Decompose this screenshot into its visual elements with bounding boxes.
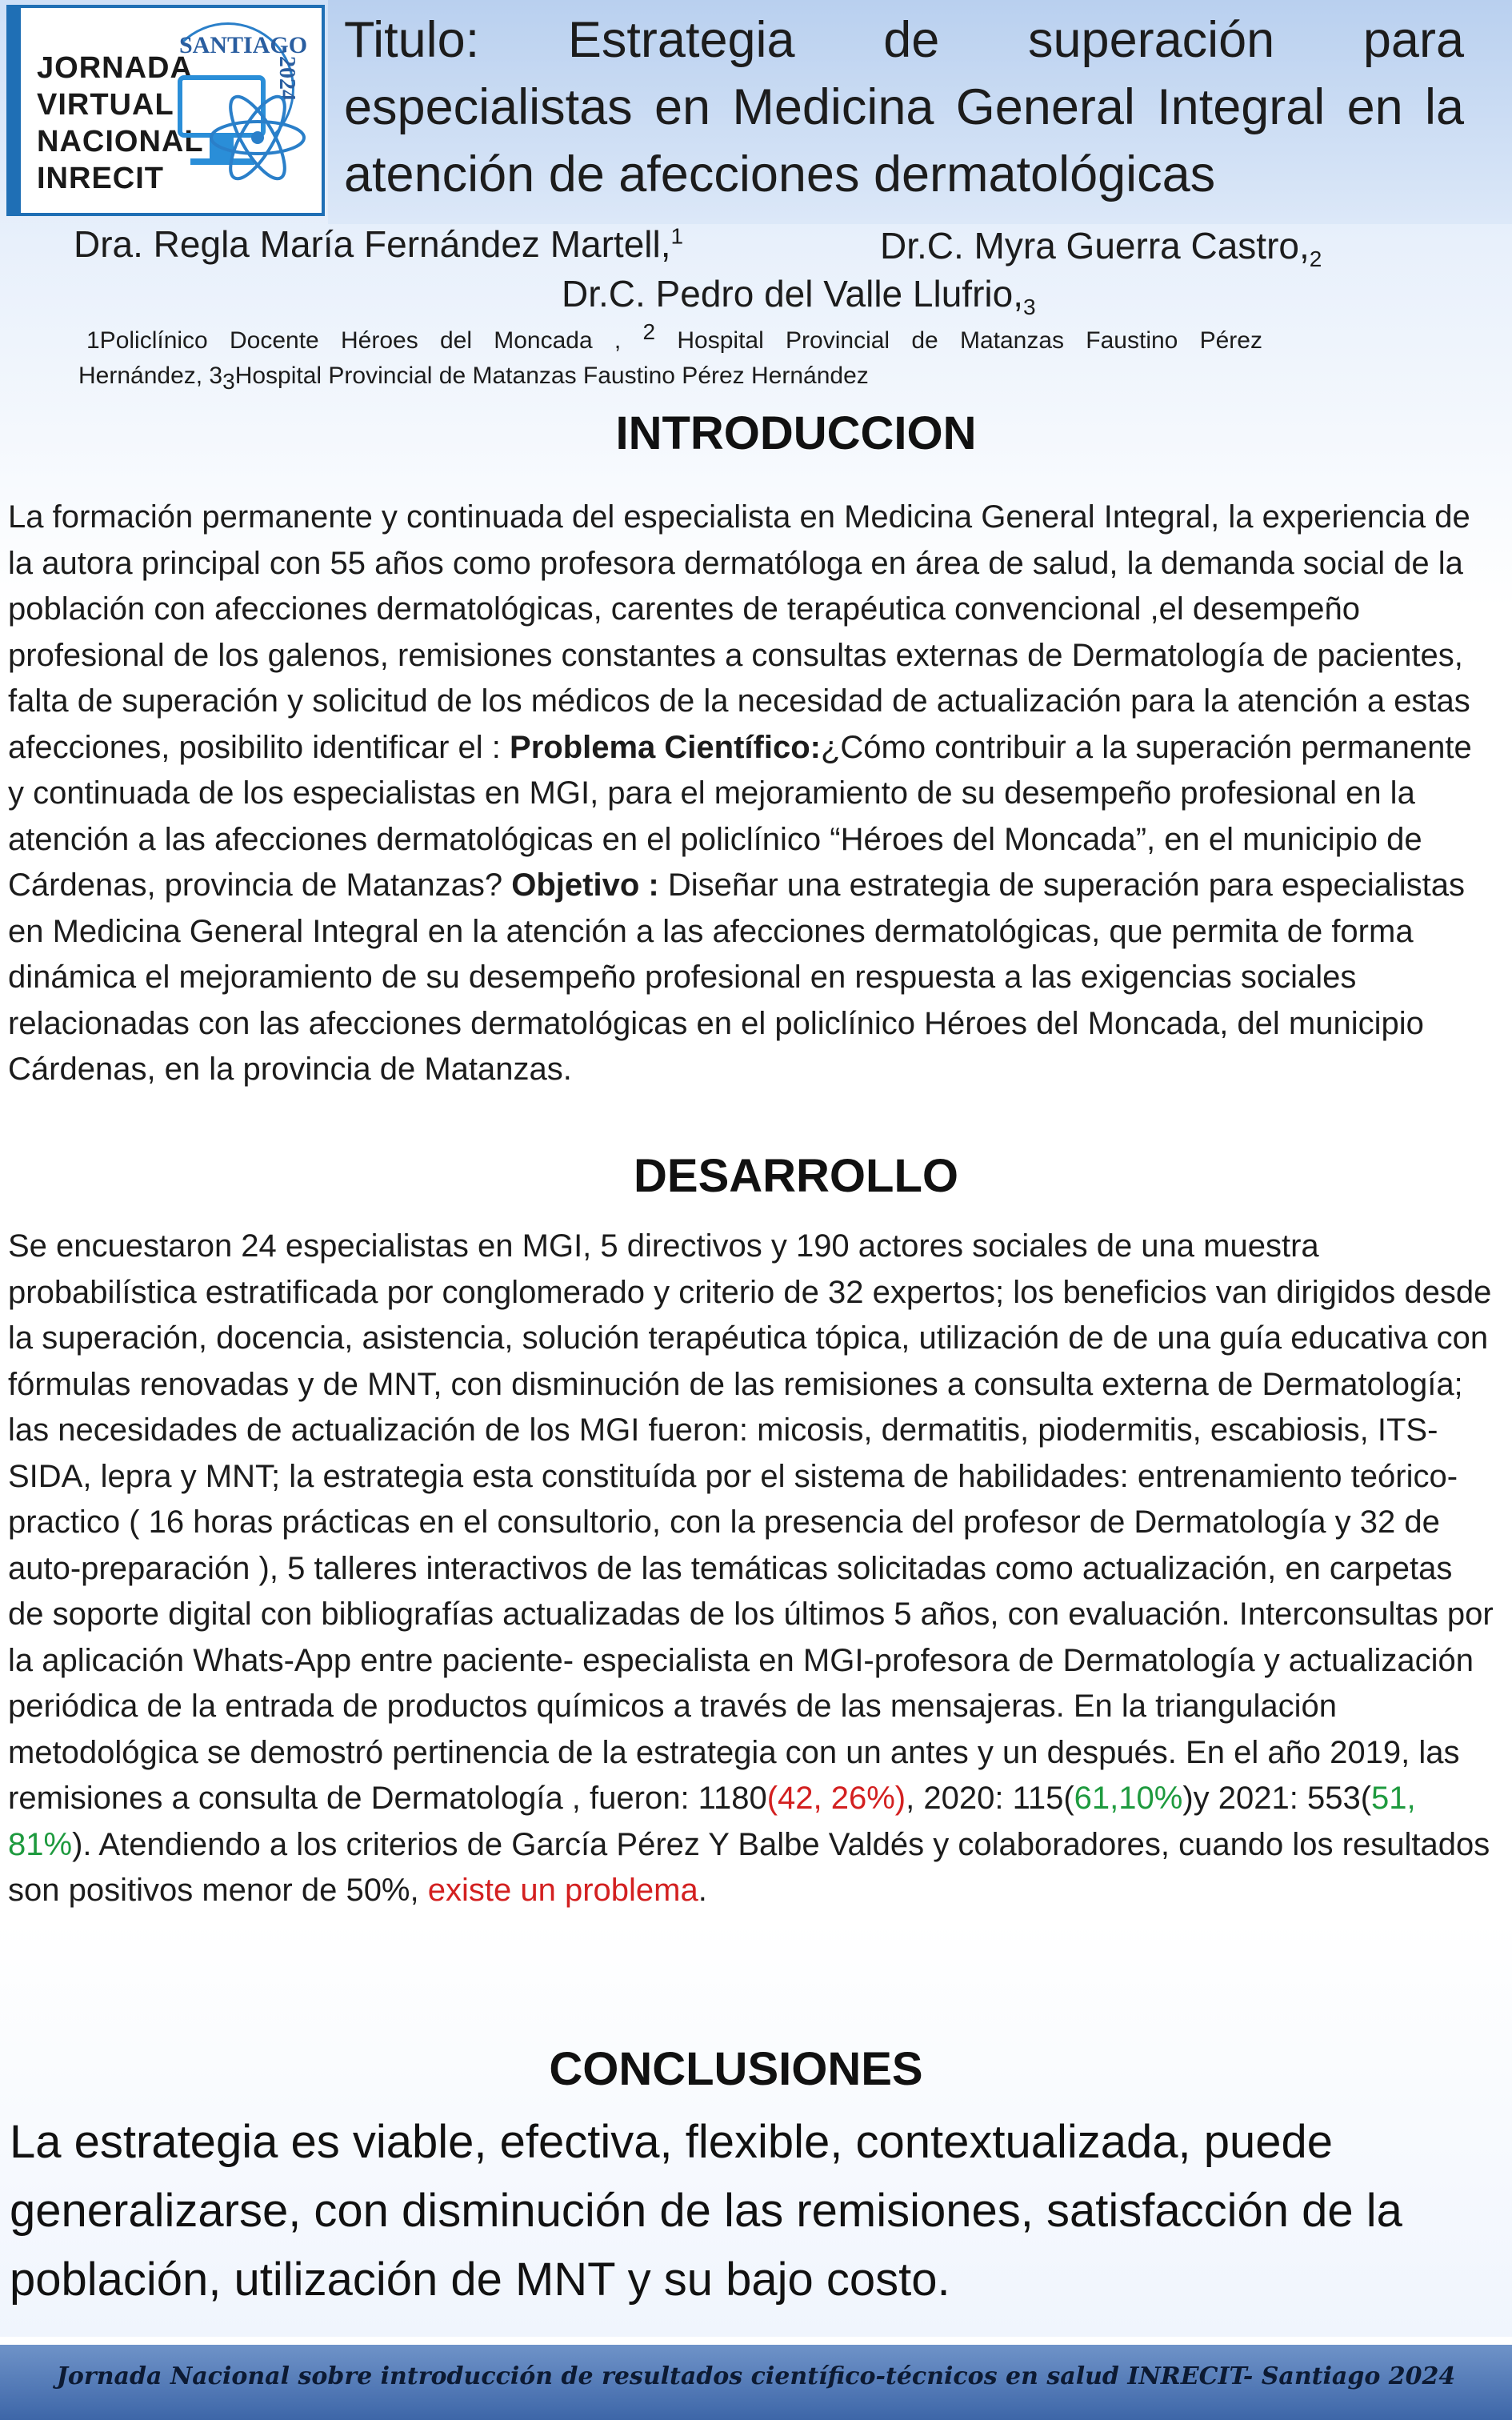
conclusiones-text: La estrategia es viable, efectiva, flexible, contextualizada, puede generalizarse, con disminución de las remisiones, satisfacción de la población, utilización de MNT y su bajo costo. bbox=[10, 2116, 1402, 2306]
objetivo-text: Diseñar una estrategia de superación para especialistas en Medicina General Integral en la atención a las afecciones dermatológicas, que permita de forma dinámica el mejoramiento de su desempeño profesional en respuesta a las exigencias sociales relacionadas con las afecciones dermatológicas en el policlínico Héroes del Moncada, del municipio Cárdenas, en la provincia de Matanzas. bbox=[8, 867, 1465, 1087]
logo-side-bar bbox=[10, 8, 21, 213]
pct-2019: (42, 26%) bbox=[766, 1781, 906, 1816]
desarrollo-mid-3: ). Atendiendo a los criterios de García Pérez Y Balbe Valdés y colaboradores, cuando los resultados son positivos menor de 50%, bbox=[8, 1826, 1490, 1908]
affiliations bbox=[78, 315, 1262, 399]
problema-label: Problema Científico: bbox=[510, 729, 821, 765]
logo-line-2: VIRTUAL bbox=[37, 88, 174, 122]
desarrollo-end: . bbox=[698, 1873, 707, 1908]
affiliation-1: 1Policlínico Docente Héroes del Moncada , bbox=[86, 327, 622, 354]
author-3-sup: 3 bbox=[1022, 294, 1036, 320]
affiliation-3-sub: 3 bbox=[222, 369, 235, 394]
desarrollo-mid-2: )y 2021: 553( bbox=[1182, 1781, 1372, 1816]
author-3-name: Dr.C. Pedro del Valle Llufrio, bbox=[562, 273, 1023, 315]
problem-highlight: existe un problema bbox=[427, 1873, 698, 1908]
desarrollo-paragraph: Se encuestaron 24 especialistas en MGI, 5 directivos y 190 actores sociales de una muestra probabilística estratificada por conglomerado y criterio de 32 expertos; los beneficios van dirigidos desde la superación, docencia, asistencia, solución terapéutica tópica, utilización de de una guía educativa con fórmulas renovadas y de MNT, con disminución de las remisiones a consulta externa de Dermatología; las necesidades de actualización de los MGI fueron: micosis, dermatitis, piodermitis, escabiosis, ITS-SIDA, lepra y MNT; la estrategia esta constituída por el sistema de habilidades: entrenamiento teórico- practico ( 16 horas prácticas en el consultorio, con la presencia del profesor de Dermatología y 32 de auto-preparación ), 5 talleres interactivos de las temáticas solicitadas como actualización, en carpetas de soporte digital con bibliografías actualizadas de los últimos 5 años, con evaluación. Interconsultas por la aplicación Whats-App entre paciente- especialista en MGI-profesora de Dermatología y actualización periódica de la entrada de productos químicos a través de las mensajeras. En la triangulación metodológica se demostró pertinencia de la estrategia con un antes y un después. En el año 2019, las remisiones a consulta de Dermatología , fueron: 1180 bbox=[8, 1228, 1494, 1816]
intro-paragraph: La formación permanente y continuada del especialista en Medicina General Integral, la experiencia de la autora principal con 55 años como profesora dermatóloga en área de salud, la demanda social de la población con afecciones dermatológicas, carentes de terapéutica convencional ,el desempeño profesional de los galenos, remisiones constantes a consultas externas de Dermatología de pacientes, falta de superación y solicitud de los médicos de la necesidad de actualización para la atención a estas afecciones, posibilito identificar el : bbox=[8, 499, 1470, 765]
desarrollo-text bbox=[8, 1224, 1496, 1914]
logo-line-1: JORNADA bbox=[37, 51, 193, 85]
author-2 bbox=[880, 224, 1322, 272]
logo-arc-text: SANTIAGO bbox=[179, 32, 308, 58]
footer-banner bbox=[0, 2345, 1512, 2420]
author-1-sup: 1 bbox=[670, 223, 684, 249]
author-1 bbox=[74, 222, 683, 266]
heading-conclusiones: CONCLUSIONES bbox=[549, 2043, 923, 2095]
event-logo bbox=[6, 5, 325, 216]
pct-2020: 61,10% bbox=[1074, 1781, 1183, 1816]
logo-line-4: INRECIT bbox=[37, 162, 164, 195]
problema-text: ¿Cómo contribuir a la superación permanente y continuada de los especialistas en MGI, para el mejoramiento de su desempeño profesional en la atención a las afecciones dermatológicas en el policlínico “Héroes del Moncada”, en el municipio de Cárdenas, provincia de Matanzas? bbox=[8, 729, 1472, 903]
affiliation-line-2 bbox=[78, 359, 1262, 399]
author-2-sup: 2 bbox=[1309, 246, 1322, 272]
atom-icon bbox=[202, 82, 314, 194]
desarrollo-mid-1: , 2020: 115( bbox=[906, 1781, 1074, 1816]
logo-year: 2024 bbox=[274, 56, 299, 101]
affiliation-3: Hospital Provincial de Matanzas Faustino Pérez Hernández bbox=[234, 363, 869, 389]
author-2-name: Dr.C. Myra Guerra Castro, bbox=[880, 225, 1310, 266]
objetivo-label: Objetivo : bbox=[511, 867, 659, 903]
pct-2021: 51, 81% bbox=[8, 1781, 1416, 1862]
logo-line-3: NACIONAL bbox=[37, 125, 204, 158]
heading-desarrollo: DESARROLLO bbox=[634, 1150, 958, 1202]
heading-introduccion: INTRODUCCION bbox=[615, 407, 977, 459]
author-3 bbox=[562, 272, 1036, 320]
author-1-name: Dra. Regla María Fernández Martell, bbox=[74, 223, 671, 265]
affiliation-2-sup: 2 bbox=[642, 319, 656, 344]
affiliation-line-1 bbox=[78, 315, 1262, 359]
affiliation-2: Hospital Provincial de Matanzas Faustino Pérez bbox=[677, 327, 1262, 354]
poster-title: Titulo: Estrategia de superación para especialistas en Medicina General Integral en la atención de afecciones dermatológicas bbox=[344, 12, 1464, 202]
introduccion-text bbox=[8, 495, 1496, 1093]
footer-text: Jornada Nacional sobre introducción de resultados científico-técnicos en salud INRECIT- Santiago 2024 bbox=[56, 2362, 1456, 2390]
affiliation-2-cont: Hernández, 3 bbox=[78, 363, 223, 389]
